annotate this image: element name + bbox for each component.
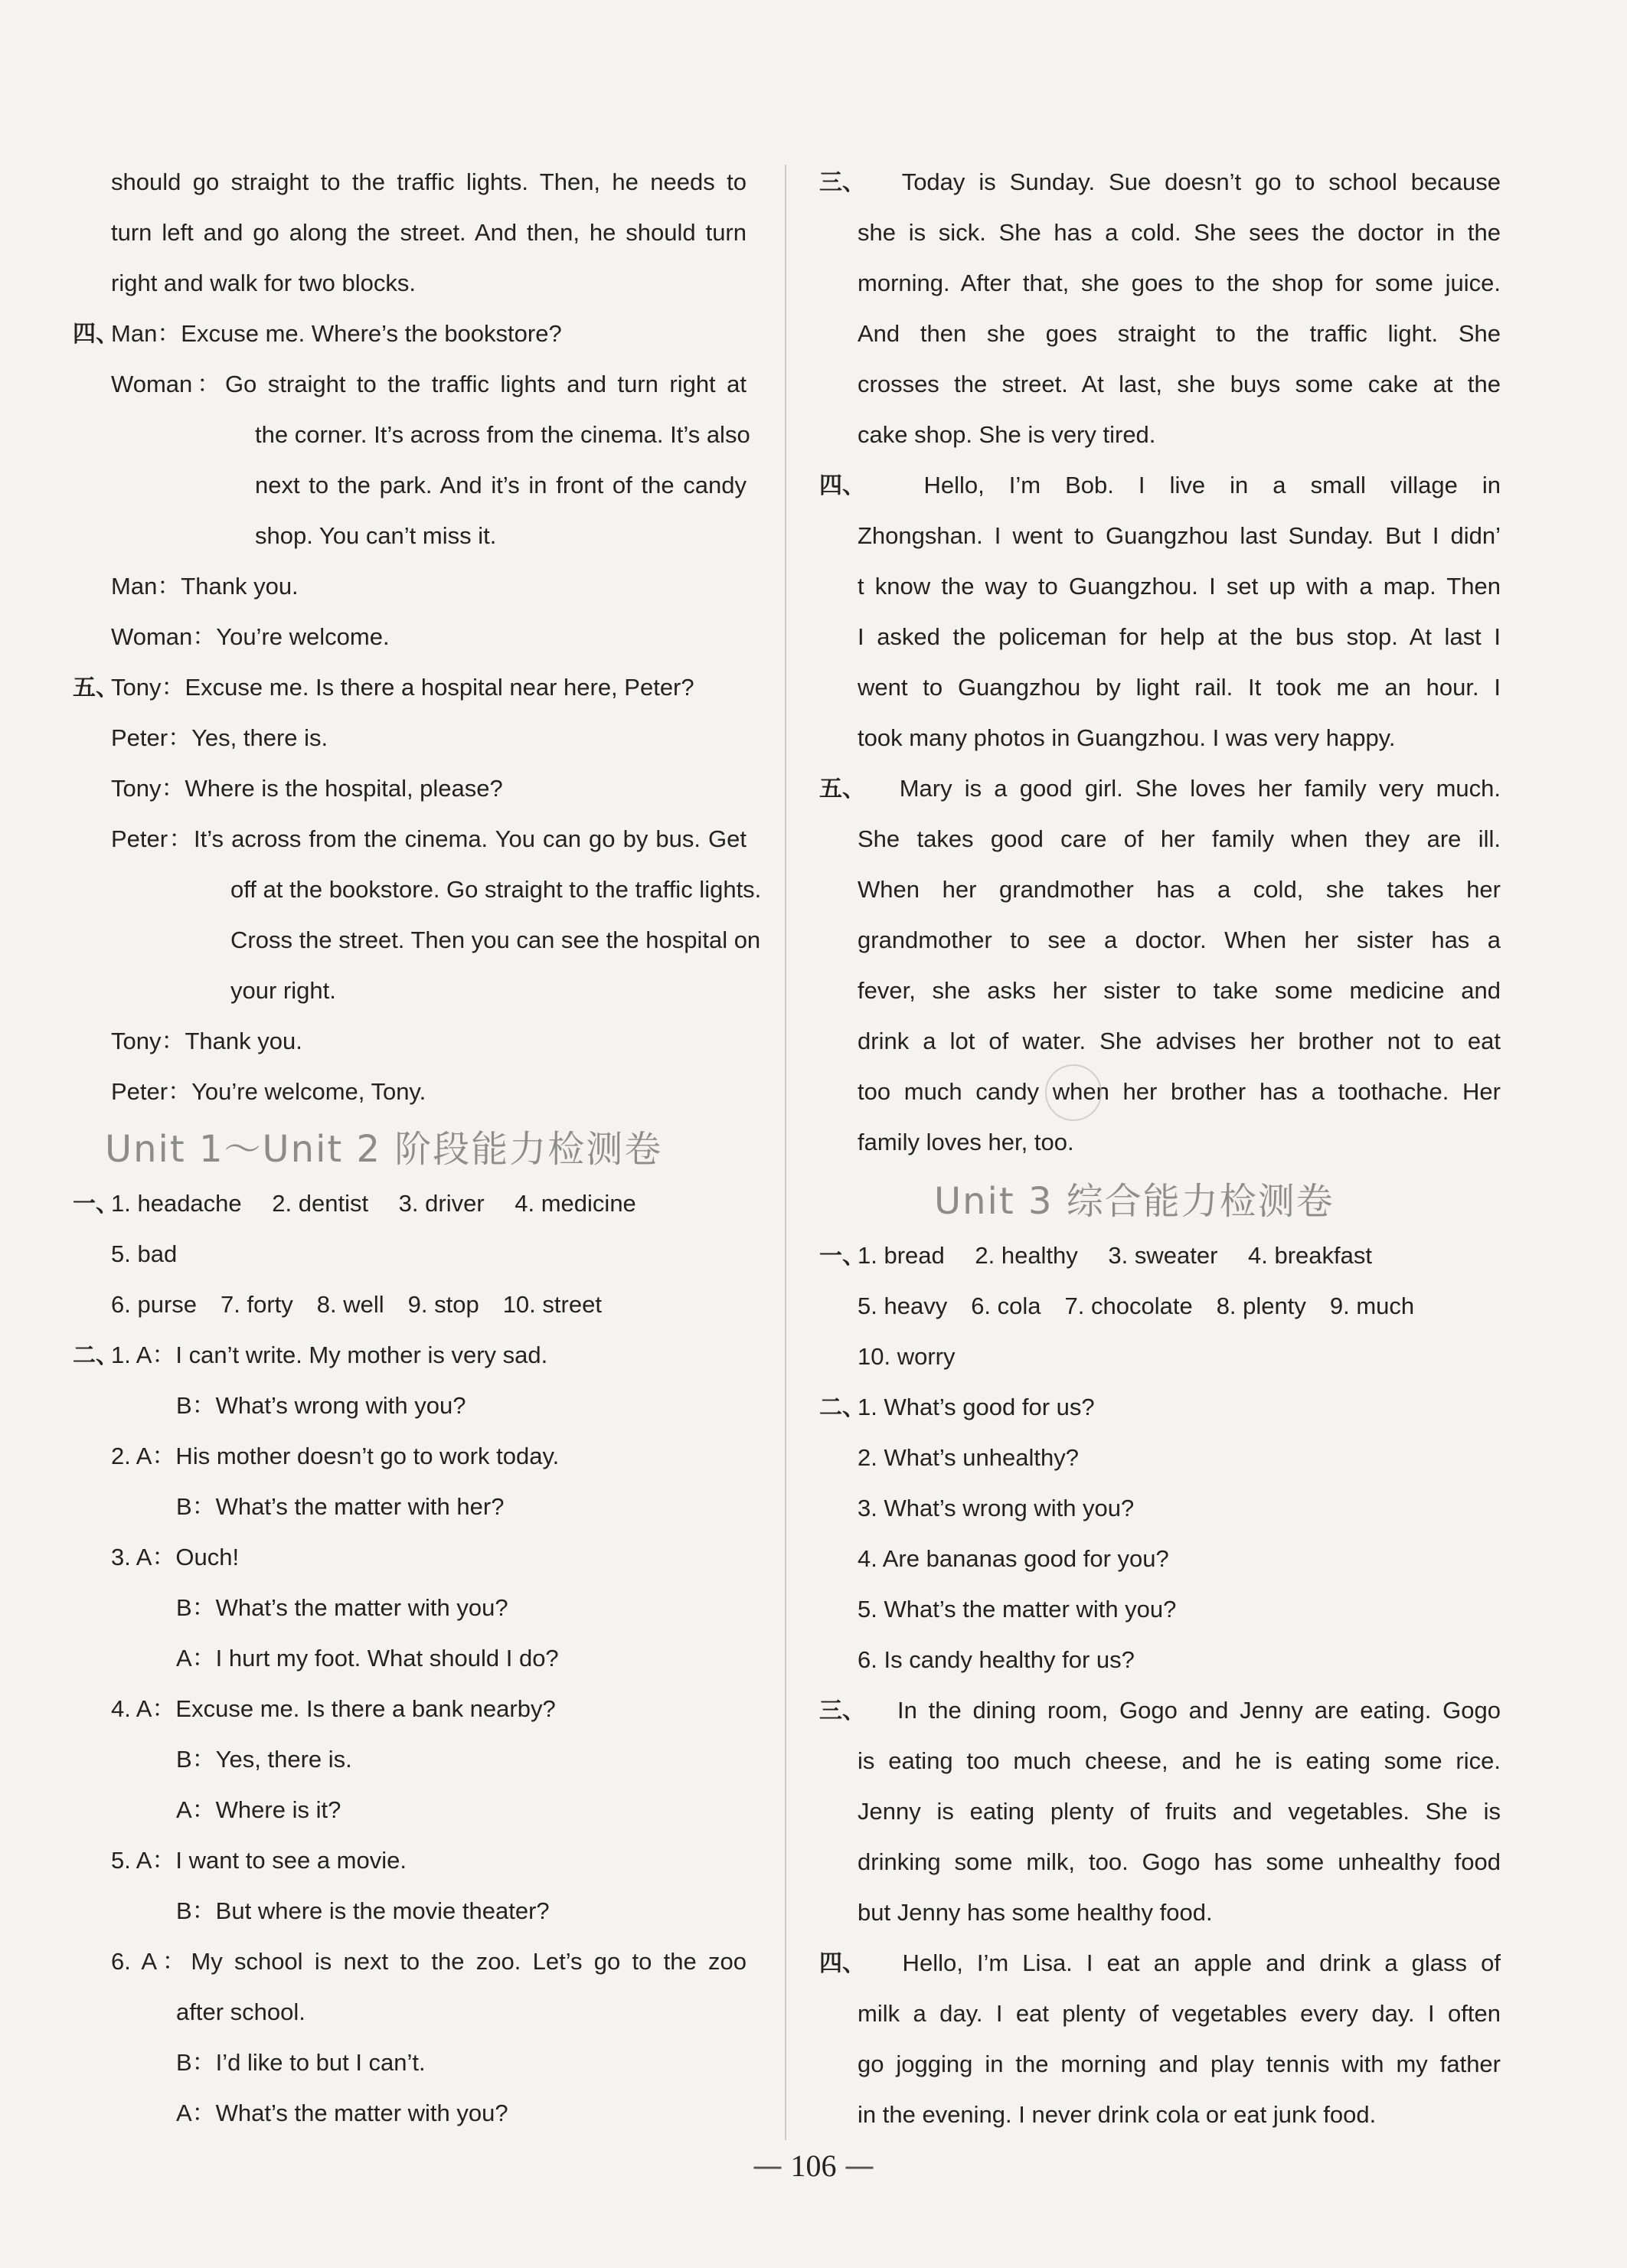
right-top-section (819, 157, 1501, 1168)
text-line (819, 1938, 1501, 1989)
text-line (819, 1332, 1501, 1382)
text-line (819, 612, 1501, 662)
text-line (73, 1482, 747, 1532)
text-line (73, 359, 747, 410)
text-line (819, 1016, 1501, 1067)
answer-text: drink a lot of water. She advises her brother not to eat (858, 1028, 1501, 1054)
answer-text: Jenny is eating plenty of fruits and vegetables. She is (858, 1798, 1501, 1825)
text-line (819, 208, 1501, 258)
answer-text: 3. A：Ouch! (111, 1544, 240, 1570)
answer-text: the corner. It’s across from the cinema. It’s also (255, 421, 750, 448)
answer-text: went to Guangzhou by light rail. It took me an hour. I (858, 674, 1501, 701)
text-line (73, 612, 747, 662)
answer-text: Tony：Excuse me. Is there a hospital near here, Peter? (111, 674, 694, 701)
page-number-value: 106 (790, 2149, 837, 2183)
text-line (819, 2090, 1501, 2140)
question-marker: 一、 (73, 1191, 119, 1217)
text-line (819, 309, 1501, 359)
text-line (819, 410, 1501, 460)
text-line (819, 258, 1501, 309)
right-column (819, 157, 1501, 2140)
answer-text: I asked the policeman for help at the bus stop. At last I (858, 623, 1501, 650)
answer-text: she is sick. She has a cold. She sees the doctor in the (858, 219, 1501, 246)
text-line (819, 1837, 1501, 1887)
text-line (73, 561, 747, 612)
answer-text: but Jenny has some healthy food. (858, 1899, 1213, 1926)
text-line (819, 814, 1501, 864)
answer-text: took many photos in Guangzhou. I was very happy. (858, 724, 1396, 751)
answer-text: Mary is a good girl. She loves her family very much. (858, 775, 1501, 802)
text-line (73, 1330, 747, 1381)
text-line (819, 1117, 1501, 1168)
answer-text: B：But where is the movie theater? (176, 1897, 550, 1924)
section-title-unit3: Unit 3 综合能力检测卷 (934, 1180, 1335, 1223)
text-line (73, 511, 747, 561)
answer-text: t know the way to Guangzhou. I set up with a map. Then (858, 573, 1501, 600)
text-line (73, 1987, 747, 2038)
text-line (819, 864, 1501, 915)
text-line (73, 1835, 747, 1886)
answer-text: Tony：Where is the hospital, please? (111, 775, 503, 802)
text-line (73, 208, 747, 258)
answer-text: Peter：It’s across from the cinema. You can go by bus. Get (111, 825, 747, 852)
text-line (73, 157, 747, 208)
text-line (819, 2039, 1501, 2090)
text-line (819, 966, 1501, 1016)
text-line (73, 1016, 747, 1067)
text-line (73, 2088, 747, 2139)
text-line (819, 460, 1501, 511)
answer-text: 2. What’s unhealthy? (858, 1444, 1079, 1471)
answer-text: 6. A：My school is next to the zoo. Let’s go to the zoo (111, 1948, 747, 1975)
answer-text: B：What’s the matter with you? (176, 1594, 508, 1621)
answer-text: Woman：You’re welcome. (111, 623, 390, 650)
text-line (819, 511, 1501, 561)
text-line (819, 1281, 1501, 1332)
answer-text: 4. Are bananas good for you? (858, 1545, 1169, 1572)
answer-text: A：I hurt my foot. What should I do? (176, 1645, 559, 1672)
text-line (819, 915, 1501, 966)
answer-text: And then she goes straight to the traffic light. She (858, 320, 1501, 347)
page-number (0, 2148, 1627, 2184)
text-line (819, 1382, 1501, 1433)
answer-text: 4. A：Excuse me. Is there a bank nearby? (111, 1695, 556, 1722)
question-marker: 四、 (819, 1950, 865, 1977)
answer-text: drinking some milk, too. Gogo has some unhealthy food (858, 1848, 1501, 1875)
question-marker: 一、 (819, 1243, 865, 1270)
text-line (819, 1989, 1501, 2039)
text-line (819, 359, 1501, 410)
page-number-dash-right: — (844, 2149, 875, 2184)
text-line (73, 258, 747, 309)
text-line (819, 1736, 1501, 1786)
answer-text: shop. You can’t miss it. (255, 522, 497, 549)
text-line (73, 662, 747, 713)
text-line (819, 1534, 1501, 1584)
answer-text: cake shop. She is very tired. (858, 421, 1156, 448)
answer-text: Man：Thank you. (111, 573, 299, 600)
text-line (73, 966, 747, 1016)
answer-text: next to the park. And it’s in front of the candy (255, 472, 747, 498)
column-divider (785, 165, 786, 2140)
text-line (73, 1431, 747, 1482)
answer-text: 1. What’s good for us? (858, 1394, 1095, 1420)
left-column (73, 157, 762, 2139)
text-line (819, 1786, 1501, 1837)
answer-text: after school. (176, 1998, 305, 2025)
text-line (73, 460, 747, 511)
text-line (819, 662, 1501, 713)
answer-text: When her grandmother has a cold, she takes her (858, 876, 1501, 903)
answer-text: 5. heavy 6. cola 7. chocolate 8. plenty 9. much (858, 1292, 1415, 1319)
answer-text: 10. worry (858, 1343, 956, 1370)
answer-text: A：What’s the matter with you? (176, 2100, 508, 2126)
answer-text: Woman：Go straight to the traffic lights and turn right at (111, 371, 747, 397)
text-line (819, 763, 1501, 814)
text-line (73, 1067, 747, 1117)
text-line (819, 713, 1501, 763)
text-line (73, 864, 762, 915)
answer-text: is eating too much cheese, and he is eating some rice. (858, 1747, 1501, 1774)
answer-text: B：I’d like to but I can’t. (176, 2049, 426, 2076)
answer-text: Peter：Yes, there is. (111, 724, 328, 751)
answer-text: 3. What’s wrong with you? (858, 1495, 1135, 1521)
section-title-unit1-2: Unit 1～Unit 2 阶段能力检测卷 (105, 1128, 663, 1171)
answer-text: Peter：You’re welcome, Tony. (111, 1078, 426, 1105)
answer-text: right and walk for two blocks. (111, 270, 417, 296)
text-line (73, 1583, 747, 1633)
answer-text: off at the bookstore. Go straight to the traffic lights. (230, 876, 762, 903)
answer-text: 1. A：I can’t write. My mother is very sad. (111, 1342, 548, 1368)
answer-text: B：What’s the matter with her? (176, 1493, 505, 1520)
watermark-stamp (1045, 1064, 1102, 1121)
text-line (73, 1886, 747, 1936)
text-line (73, 1734, 747, 1785)
right-bottom-section (819, 1230, 1501, 2140)
answer-text: too much candy when her brother has a toothache. Her (858, 1078, 1501, 1105)
text-line (819, 1635, 1501, 1685)
answer-text: B：Yes, there is. (176, 1746, 352, 1773)
text-line (73, 2038, 747, 2088)
text-line (73, 1381, 747, 1431)
text-line (73, 1633, 747, 1684)
left-bottom-section (73, 1178, 747, 2139)
text-line (819, 1483, 1501, 1534)
answer-text: 6. purse 7. forty 8. well 9. stop 10. street (111, 1291, 602, 1318)
answer-text: your right. (230, 977, 336, 1004)
question-marker: 五、 (819, 776, 865, 802)
text-line (819, 157, 1501, 208)
answer-text: milk a day. I eat plenty of vegetables every day. I often (858, 2000, 1501, 2027)
answer-text: 1. bread 2. healthy 3. sweater 4. breakfast (858, 1242, 1373, 1269)
answer-text: in the evening. I never drink cola or eat junk food. (858, 2101, 1377, 2128)
answer-text: 6. Is candy healthy for us? (858, 1646, 1135, 1673)
left-top-section (73, 157, 762, 1117)
question-marker: 二、 (73, 1342, 119, 1369)
answer-text: go jogging in the morning and play tennis with my father (858, 2051, 1501, 2077)
answer-text: family loves her, too. (858, 1129, 1074, 1155)
text-line (819, 1230, 1501, 1281)
question-marker: 四、 (819, 472, 865, 499)
text-line (73, 814, 747, 864)
text-line (73, 763, 747, 814)
answer-text: 5. bad (111, 1240, 178, 1267)
text-line (819, 561, 1501, 612)
page-number-dash-left: — (752, 2149, 783, 2184)
text-line (819, 1685, 1501, 1736)
answer-text: 2. A：His mother doesn’t go to work today. (111, 1443, 560, 1469)
text-line (819, 1067, 1501, 1117)
answer-text: In the dining room, Gogo and Jenny are eating. Gogo (858, 1697, 1501, 1724)
answer-text: 5. What’s the matter with you? (858, 1596, 1177, 1623)
question-marker: 四、 (73, 321, 119, 348)
answer-text: Hello, I’m Lisa. I eat an apple and drink a glass of (858, 1949, 1501, 1976)
text-line (73, 309, 747, 359)
text-line (73, 1785, 747, 1835)
answer-text: fever, she asks her sister to take some medicine and (858, 977, 1501, 1004)
answer-text: Man：Excuse me. Where’s the bookstore? (111, 320, 562, 347)
answer-text: 1. headache 2. dentist 3. driver 4. medicine (111, 1190, 636, 1217)
text-line (819, 1584, 1501, 1635)
question-marker: 二、 (819, 1394, 865, 1421)
question-marker: 五、 (73, 675, 119, 701)
answer-text: Tony：Thank you. (111, 1028, 302, 1054)
answer-text: grandmother to see a doctor. When her sister has a (858, 926, 1501, 953)
text-line (73, 1279, 747, 1330)
text-line (73, 1936, 747, 1987)
question-marker: 三、 (819, 169, 865, 196)
answer-text: She takes good care of her family when they are ill. (858, 825, 1501, 852)
answer-text: Today is Sunday. Sue doesn’t go to school because (858, 168, 1501, 195)
answer-text: morning. After that, she goes to the shop for some juice. (858, 270, 1501, 296)
answer-text: Cross the street. Then you can see the hospital on (230, 926, 761, 953)
answer-text: turn left and go along the street. And then, he should turn (111, 219, 747, 246)
text-line (73, 1532, 747, 1583)
answer-text: B：What’s wrong with you? (176, 1392, 466, 1419)
text-line (73, 410, 750, 460)
answer-text: A：Where is it? (176, 1796, 341, 1823)
text-line (819, 1887, 1501, 1938)
text-line (819, 1433, 1501, 1483)
answer-text: Hello, I’m Bob. I live in a small village in (858, 472, 1501, 498)
answer-text: should go straight to the traffic lights. Then, he needs to (111, 168, 747, 195)
answer-text: 5. A：I want to see a movie. (111, 1847, 407, 1874)
text-line (73, 1684, 747, 1734)
text-line (73, 1178, 747, 1229)
answer-text: crosses the street. At last, she buys some cake at the (858, 371, 1501, 397)
text-line (73, 1229, 747, 1279)
answer-text: Zhongshan. I went to Guangzhou last Sunday. But I didn’ (858, 522, 1501, 549)
text-line (73, 915, 761, 966)
question-marker: 三、 (819, 1698, 865, 1724)
text-line (73, 713, 747, 763)
